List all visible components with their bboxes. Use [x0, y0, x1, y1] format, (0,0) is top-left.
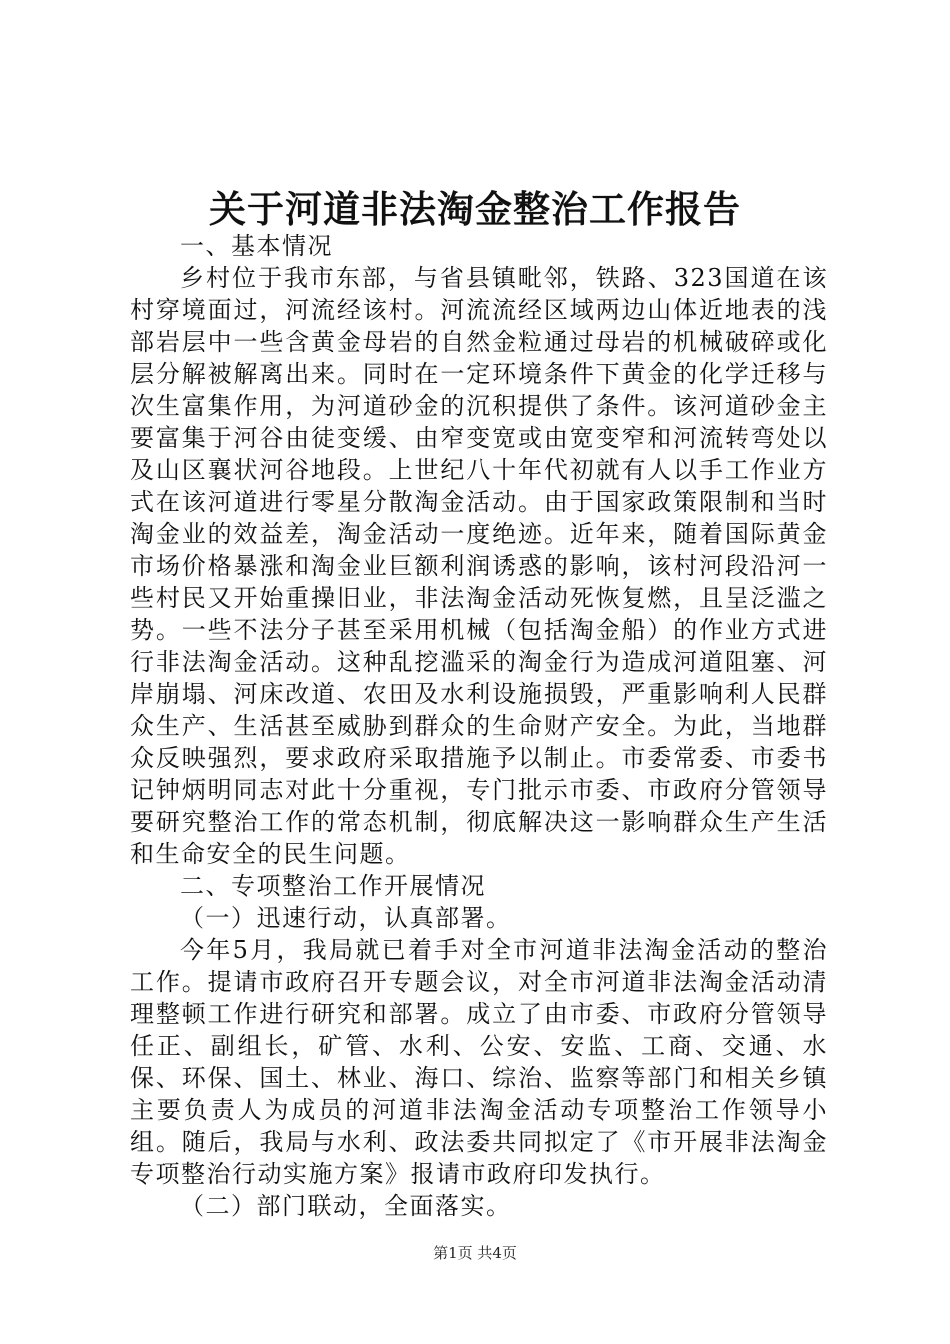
page-number-footer: 第1页 共4页 — [433, 1244, 517, 1262]
subheading-quick-action: （一）迅速行动，认真部署。 — [180, 904, 512, 932]
section-heading-rectification: 二、专项整治工作开展情况 — [180, 872, 486, 900]
document-title: 关于河道非法淘金整治工作报告 — [209, 187, 741, 231]
document-body — [130, 230, 828, 1222]
subheading-department-linkage: （二）部门联动，全面落实。 — [180, 1192, 512, 1220]
paragraph-basic-situation: 乡村位于我市东部，与省县镇毗邻，铁路、323国道在该村穿境面过，河流经该村。河流流经区域两边山体近地表的浅部岩层中一些含黄金母岩的自然金粒通过母岩的机械破碎或化层分解被解离出来。同时在一定环境条件下黄金的化学迁移与次生富集作用，为河道砂金的沉积提供了条件。该河道砂金主要富集于河谷由徒变缓、由窄变宽或由宽变窄和河流转弯处以及山区襄状河谷地段。上世纪八十年代初就有人以手工作业方式在该河道进行零星分散淘金活动。由于国家政策限制和当时淘金业的效益差，淘金活动一度绝迹。近年来，随着国际黄金市场价格暴涨和淘金业巨额利润诱惑的影响，该村河段沿河一些村民又开始重操旧业，非法淘金活动死恢复燃，且呈泛滥之势。一些不法分子甚至采用机械（包括淘金船）的作业方式进行非法淘金活动。这种乱挖滥采的淘金行为造成河道阻塞、河岸崩塌、河床改道、农田及水利设施损毁，严重影响利人民群众生产、生活甚至威胁到群众的生命财产安全。为此，当地群众反映强烈，要求政府采取措施予以制止。市委常委、市委书记钟炳明同志对此十分重视，专门批示市委、市政府分管领导要研究整治工作的常态机制，彻底解决这一影响群众生产生活和生命安全的民生问题。 — [130, 264, 828, 868]
paragraph-deployment: 今年5月，我局就已着手对全市河道非法淘金活动的整治工作。提请市政府召开专题会议，对全市河道非法淘金活动清理整顿工作进行研究和部署。成立了由市委、市政府分管领导任正、副组长，矿管、水利、公安、安监、工商、交通、水保、环保、国土、林业、海口、综治、监察等部门和相关乡镇主要负责人为成员的河道非法淘金活动专项整治工作领导小组。随后，我局与水利、政法委共同拟定了《市开展非法淘金专项整治行动实施方案》报请市政府印发执行。 — [130, 936, 828, 1188]
section-heading-basic: 一、基本情况 — [180, 232, 333, 260]
